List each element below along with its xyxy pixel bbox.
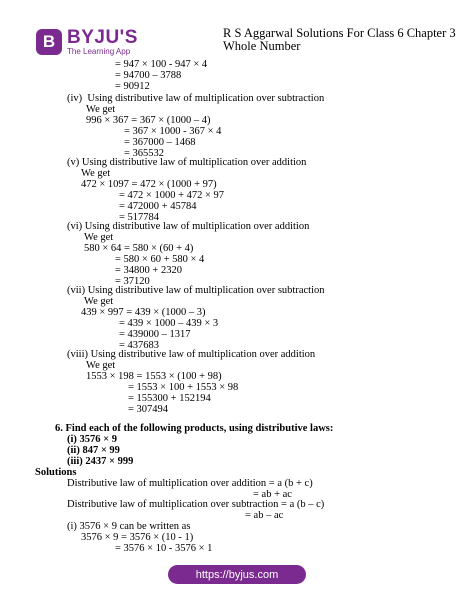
solution-line: = 34800 + 2320 xyxy=(115,265,182,276)
solution-line: = 90912 xyxy=(115,81,150,92)
solution-line: = 947 × 100 - 947 × 4 xyxy=(115,59,208,70)
solution-line: = 367000 – 1468 xyxy=(124,137,196,148)
solution-line: We get xyxy=(81,168,111,179)
solution-line: We get xyxy=(86,360,116,371)
solution-line: = 439000 – 1317 xyxy=(119,329,191,340)
solution-line: = 1553 × 100 + 1553 × 98 xyxy=(128,382,239,393)
solution-line: = 365532 xyxy=(124,148,165,159)
solution-line: = 367 × 1000 - 367 × 4 xyxy=(124,126,222,137)
solution-line: = 472000 + 45784 xyxy=(119,201,197,212)
logo-text xyxy=(67,28,138,56)
solution-line: We get xyxy=(86,104,116,115)
solution-line: (iv) Using distributive law of multiplication over subtraction xyxy=(67,93,325,104)
solution-line: 3576 × 9 = 3576 × (10 - 1) xyxy=(81,532,194,543)
footer-url-link[interactable]: https://byjus.com xyxy=(168,565,306,584)
solution-line: (viii) Using distributive law of multiplication over addition xyxy=(67,349,316,360)
solution-line: 472 × 1097 = 472 × (1000 + 97) xyxy=(81,179,217,190)
solution-line: 580 × 64 = 580 × (60 + 4) xyxy=(84,243,194,254)
solution-line: = 472 × 1000 + 472 × 97 xyxy=(119,190,225,201)
page-title-line-2: Whole Number xyxy=(223,39,301,53)
question-heading: 6. Find each of the following products, using distributive laws: xyxy=(55,423,334,434)
byjus-logo xyxy=(36,28,138,56)
solution-line: Distributive law of multiplication over subtraction = a (b – c) xyxy=(67,499,325,510)
logo-name: BYJU'S xyxy=(67,27,138,48)
solution-line: 996 × 367 = 367 × (1000 – 4) xyxy=(86,115,211,126)
solution-line: We get xyxy=(84,232,114,243)
solutions-heading: Solutions xyxy=(35,467,77,478)
solution-line: = ab – ac xyxy=(245,510,284,521)
question-item: (i) 3576 × 9 xyxy=(67,434,118,445)
solution-line: 1553 × 198 = 1553 × (100 + 98) xyxy=(86,371,222,382)
page-title-line-1: R S Aggarwal Solutions For Class 6 Chapter 3 xyxy=(223,26,456,40)
solution-line: = 439 × 1000 – 439 × 3 xyxy=(119,318,219,329)
solution-line: Distributive law of multiplication over addition = a (b + c) xyxy=(67,478,313,489)
solution-line: = ab + ac xyxy=(253,489,292,500)
logo-mark-icon: B xyxy=(36,29,62,55)
page-title xyxy=(223,27,456,53)
solution-line: = 37120 xyxy=(115,276,150,287)
solution-line: (v) Using distributive law of multiplication over addition xyxy=(67,157,307,168)
solution-line: = 517784 xyxy=(119,212,160,223)
solution-line: 439 × 997 = 439 × (1000 – 3) xyxy=(81,307,206,318)
solution-line: = 155300 + 152194 xyxy=(128,393,211,404)
solution-line: (vi) Using distributive law of multiplication over addition xyxy=(67,221,310,232)
solution-line: = 437683 xyxy=(119,340,160,351)
solution-line: = 307494 xyxy=(128,404,169,415)
solution-line: = 580 × 60 + 580 × 4 xyxy=(115,254,205,265)
solution-line: = 3576 × 10 - 3576 × 1 xyxy=(115,543,213,554)
solution-line: We get xyxy=(84,296,114,307)
question-item: (iii) 2437 × 999 xyxy=(67,456,134,467)
solution-line: = 94700 – 3788 xyxy=(115,70,182,81)
question-item: (ii) 847 × 99 xyxy=(67,445,120,456)
solution-line: (i) 3576 × 9 can be written as xyxy=(67,521,191,532)
solution-line: (vii) Using distributive law of multiplication over subtraction xyxy=(67,285,325,296)
logo-tagline: The Learning App xyxy=(67,47,131,56)
